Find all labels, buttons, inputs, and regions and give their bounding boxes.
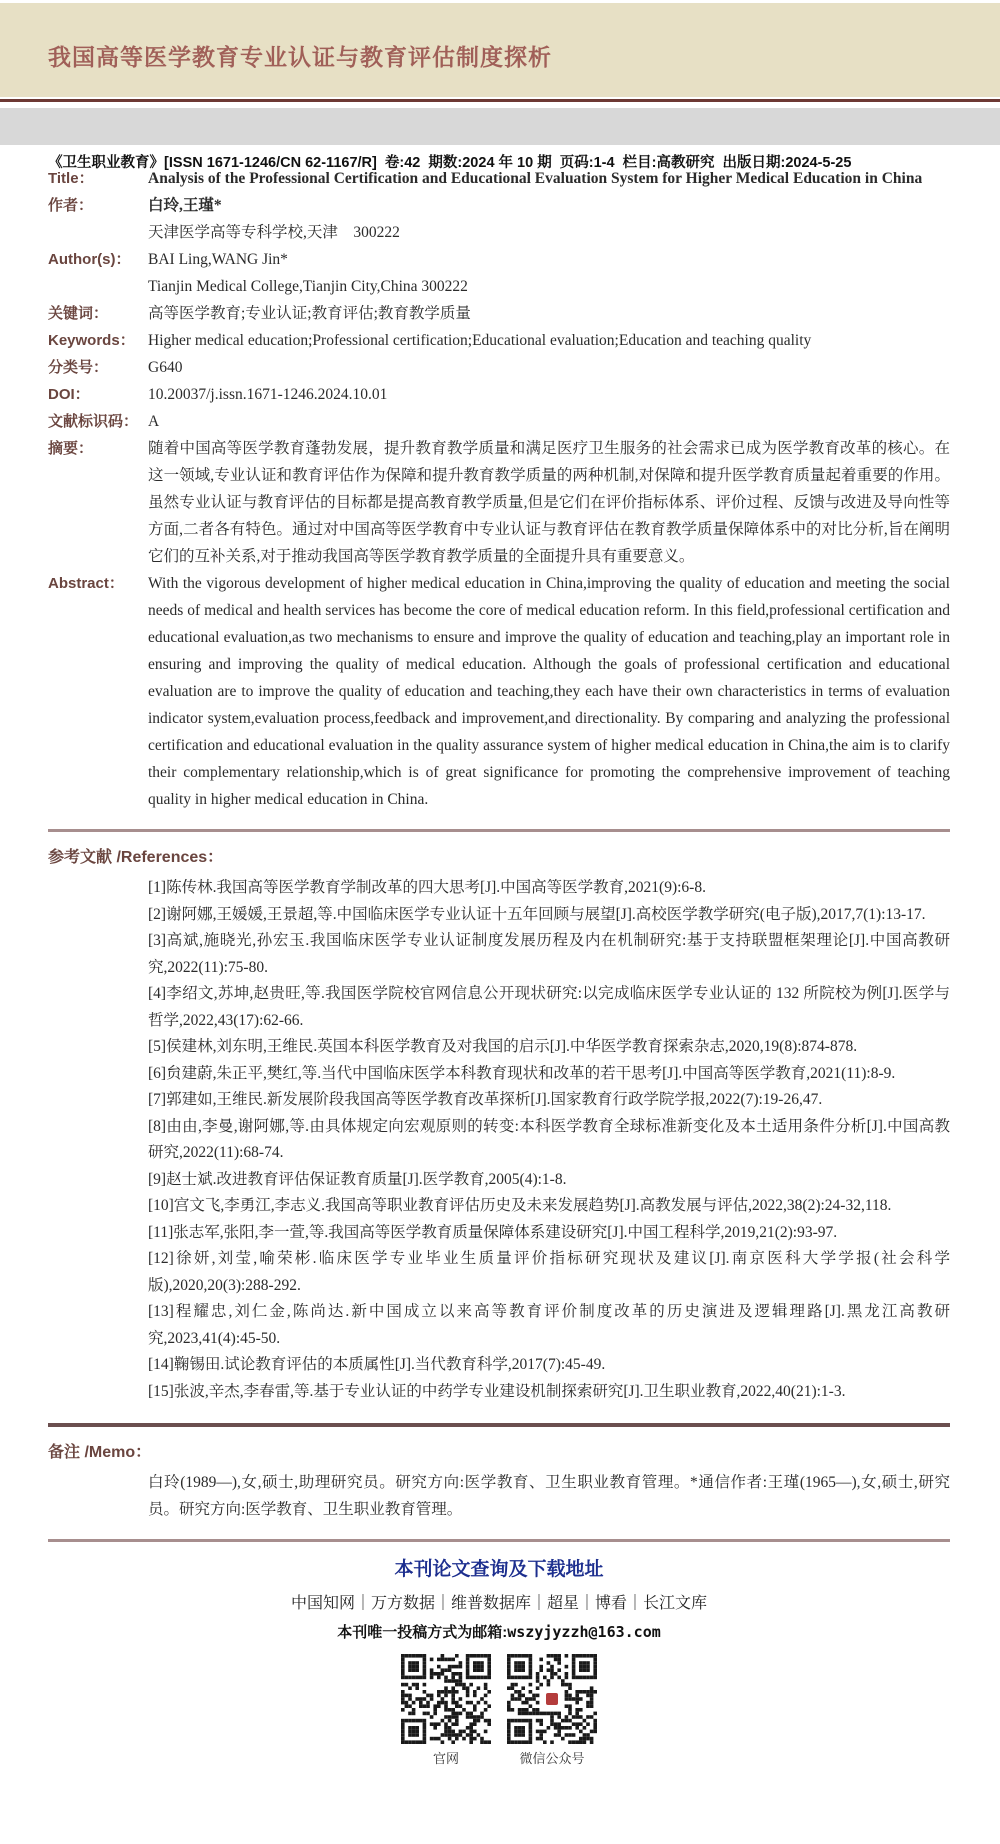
footer-divider <box>48 1539 950 1542</box>
article-content <box>0 145 1000 1785</box>
field-label: 作者： <box>48 197 94 214</box>
qr-code-wechat-label: 微信公众号 <box>519 1751 585 1766</box>
masthead-rule <box>0 99 1000 102</box>
submission-prefix: 本刊唯一投稿方式为邮箱: <box>337 1624 508 1641</box>
reference-item: [12]徐妍,刘莹,喻荣彬.临床医学专业毕业生质量评价指标研究现状及建议[J].南京医科大学学报(社会科学版),2020,20(3):288-292. <box>148 1250 950 1294</box>
references-heading: 参考文献 /References： <box>48 849 224 866</box>
field-value: With the vigorous development of higher medical education in China,improving the quality of education and meeting the social needs of medical and health services has become the core of medical education reform. In this field,professional certification and educational evaluation,as two mechanisms to ensure and improve the quality of education and teaching,play an important role in ensuring and improving the quality of medical education. Although the goals of professional certification and educational evaluation are to improve the quality of education and teaching,they each have their own characteristics in terms of evaluation indicator system,evaluation process,feedback and improvement,and directionality. By comparing and analyzing the professional certification and educational evaluation in the quality assurance system of higher medical education in China,the aim is to clarify their complementary relationship,which is of great significance for promoting the comprehensive improvement of teaching quality in higher medical education in China. <box>148 575 950 808</box>
reference-item: [6]贠建蔚,朱正平,樊红,等.当代中国临床医学本科教育现状和改革的若干思考[J].中国高等医学教育,2021(11):8-9. <box>148 1064 896 1082</box>
field-value: 白玲,王瑾* <box>148 197 222 214</box>
reference-item: [3]高斌,施晓光,孙宏玉.我国临床医学专业认证制度发展历程及内在机制研究:基于支持联盟框架理论[J].中国高教研究,2022(11):75-80. <box>148 932 950 976</box>
qr-code-official-site-label: 官网 <box>432 1751 459 1766</box>
memo-divider <box>48 1423 950 1427</box>
memo-body <box>148 1470 950 1523</box>
references-divider <box>48 829 950 832</box>
field-label: Title： <box>48 170 94 187</box>
field-label: DOI： <box>48 386 90 403</box>
reference-item: [15]张波,辛杰,李春雷,等.基于专业认证的中药学专业建设机制探索研究[J].卫生职业教育,2022,40(21):1-3. <box>148 1382 846 1400</box>
footer-title: 本刊论文查询及下载地址 <box>394 1559 604 1580</box>
reference-item: [11]张志军,张阳,李一萱,等.我国高等医学教育质量保障体系建设研究[J].中国工程科学,2019,21(2):93-97. <box>148 1223 838 1241</box>
field-value: Higher medical education;Professional certification;Educational evaluation;Education and teaching quality <box>148 332 812 349</box>
field-label: Keywords： <box>48 332 135 349</box>
field-label: 关键词： <box>48 305 109 322</box>
field-label: 分类号： <box>48 359 109 376</box>
reference-item: [10]宫文飞,李勇江,李志义.我国高等职业教育评估历史及未来发展趋势[J].高教发展与评估,2022,38(2):24-32,118. <box>148 1197 892 1214</box>
field-label <box>48 273 148 300</box>
reference-item: [7]郭建如,王维民.新发展阶段我国高等医学教育改革探析[J].国家教育行政学院学报,2022(7):19-26,47. <box>148 1091 823 1108</box>
field-value: 随着中国高等医学教育蓬勃发展，提升教育教学质量和满足医疗卫生服务的社会需求已成为医学教育改革的核心。在这一领域,专业认证和教育评估作为保障和提升教育教学质量的两种机制,对保障和提升医学教育质量起着重要的作用。虽然专业认证与教育评估的目标都是提高教育教学质量,但是它们在评价指标体系、评价过程、反馈与改进及导向性等方面,二者各有特色。通过对中国高等医学教育中专业认证与教育评估在教育教学质量保障体系中的对比分析,旨在阐明它们的互补关系,对于推动我国高等医学教育教学质量的全面提升具有重要意义。 <box>148 440 950 565</box>
field-value: 天津医学高等专科学校,天津 300222 <box>148 224 400 241</box>
references-list <box>148 875 950 1405</box>
reference-item: [14]鞠锡田.试论教育评估的本质属性[J].当代教育科学,2017(7):45-49. <box>148 1356 606 1373</box>
journal-info-bar <box>0 108 1000 171</box>
field-value: 10.20037/j.issn.1671-1246.2024.10.01 <box>148 386 388 403</box>
field-value: Analysis of the Professional Certification and Educational Evaluation System for Higher Medical Education in China <box>148 170 923 187</box>
field-value: BAI Ling,WANG Jin* <box>148 251 288 268</box>
qr-code-official-site <box>401 1654 491 1744</box>
field-value: A <box>148 413 160 430</box>
metadata-grid <box>48 165 950 813</box>
reference-item: [8]由由,李曼,谢阿娜,等.由具体规定向宏观原则的转变:本科医学教育全球标准新变化及本土适用条件分析[J].中国高教研究,2022(11):68-74. <box>148 1117 950 1161</box>
submission-email: wszyjyzzh@163.com <box>507 1623 661 1641</box>
reference-item: [2]谢阿娜,王媛媛,王景超,等.中国临床医学专业认证十五年回顾与展望[J].高校医学教学研究(电子版),2017,7(1):13-17. <box>148 905 926 923</box>
field-value: 高等医学教育;专业认证;教育评估;教育教学质量 <box>148 305 471 322</box>
field-label: Abstract： <box>48 575 124 592</box>
field-label: Author(s)： <box>48 251 131 268</box>
qr-code-official-site-box <box>401 1654 491 1767</box>
field-label: 文献标识码： <box>48 413 139 430</box>
page-title: 我国高等医学教育专业认证与教育评估制度探析 <box>48 43 552 70</box>
field-value: G640 <box>148 359 183 376</box>
submission-line <box>48 1621 950 1642</box>
footer <box>48 1554 950 1785</box>
reference-item: [5]侯建林,刘东明,王维民.英国本科医学教育及对我国的启示[J].中华医学教育探索杂志,2020,19(8):874-878. <box>148 1038 858 1055</box>
memo-heading: 备注 /Memo： <box>48 1444 152 1461</box>
database-list: 中国知网｜万方数据｜维普数据库｜超星｜博看｜长江文库 <box>290 1595 707 1612</box>
journal-info-text: 《卫生职业教育》[ISSN 1671-1246/CN 62-1167/R] 卷:42 期数:2024 年 10 期 页码:1-4 栏目:高教研究 出版日期:2024-5-25 <box>48 155 852 171</box>
field-label: 摘要： <box>48 440 94 457</box>
reference-item: [13]程耀忠,刘仁金,陈尚达.新中国成立以来高等教育评价制度改革的历史演进及逻辑理路[J].黑龙江高教研究,2023,41(4):45-50. <box>148 1303 950 1347</box>
reference-item: [1]陈传林.我国高等医学教育学制改革的四大思考[J].中国高等医学教育,2021(9):6-8. <box>148 879 706 896</box>
qr-code-wechat <box>507 1654 597 1744</box>
masthead <box>0 3 1000 97</box>
field-value: Tianjin Medical College,Tianjin City,China 300222 <box>148 278 468 295</box>
field-label <box>48 219 148 246</box>
reference-item: [9]赵士斌.改进教育评估保证教育质量[J].医学教育,2005(4):1-8. <box>148 1170 567 1188</box>
qr-code-wechat-box <box>507 1654 597 1767</box>
qr-row <box>48 1654 950 1767</box>
reference-item: [4]李绍文,苏坤,赵贵旺,等.我国医学院校官网信息公开现状研究:以完成临床医学专业认证的 132 所院校为例[J].医学与哲学,2022,43(17):62-66. <box>148 985 950 1029</box>
memo-text: 白玲(1989—),女,硕士,助理研究员。研究方向:医学教育、卫生职业教育管理。*通信作者:王瑾(1965—),女,硕士,研究员。研究方向:医学教育、卫生职业教育管理。 <box>148 1474 950 1518</box>
